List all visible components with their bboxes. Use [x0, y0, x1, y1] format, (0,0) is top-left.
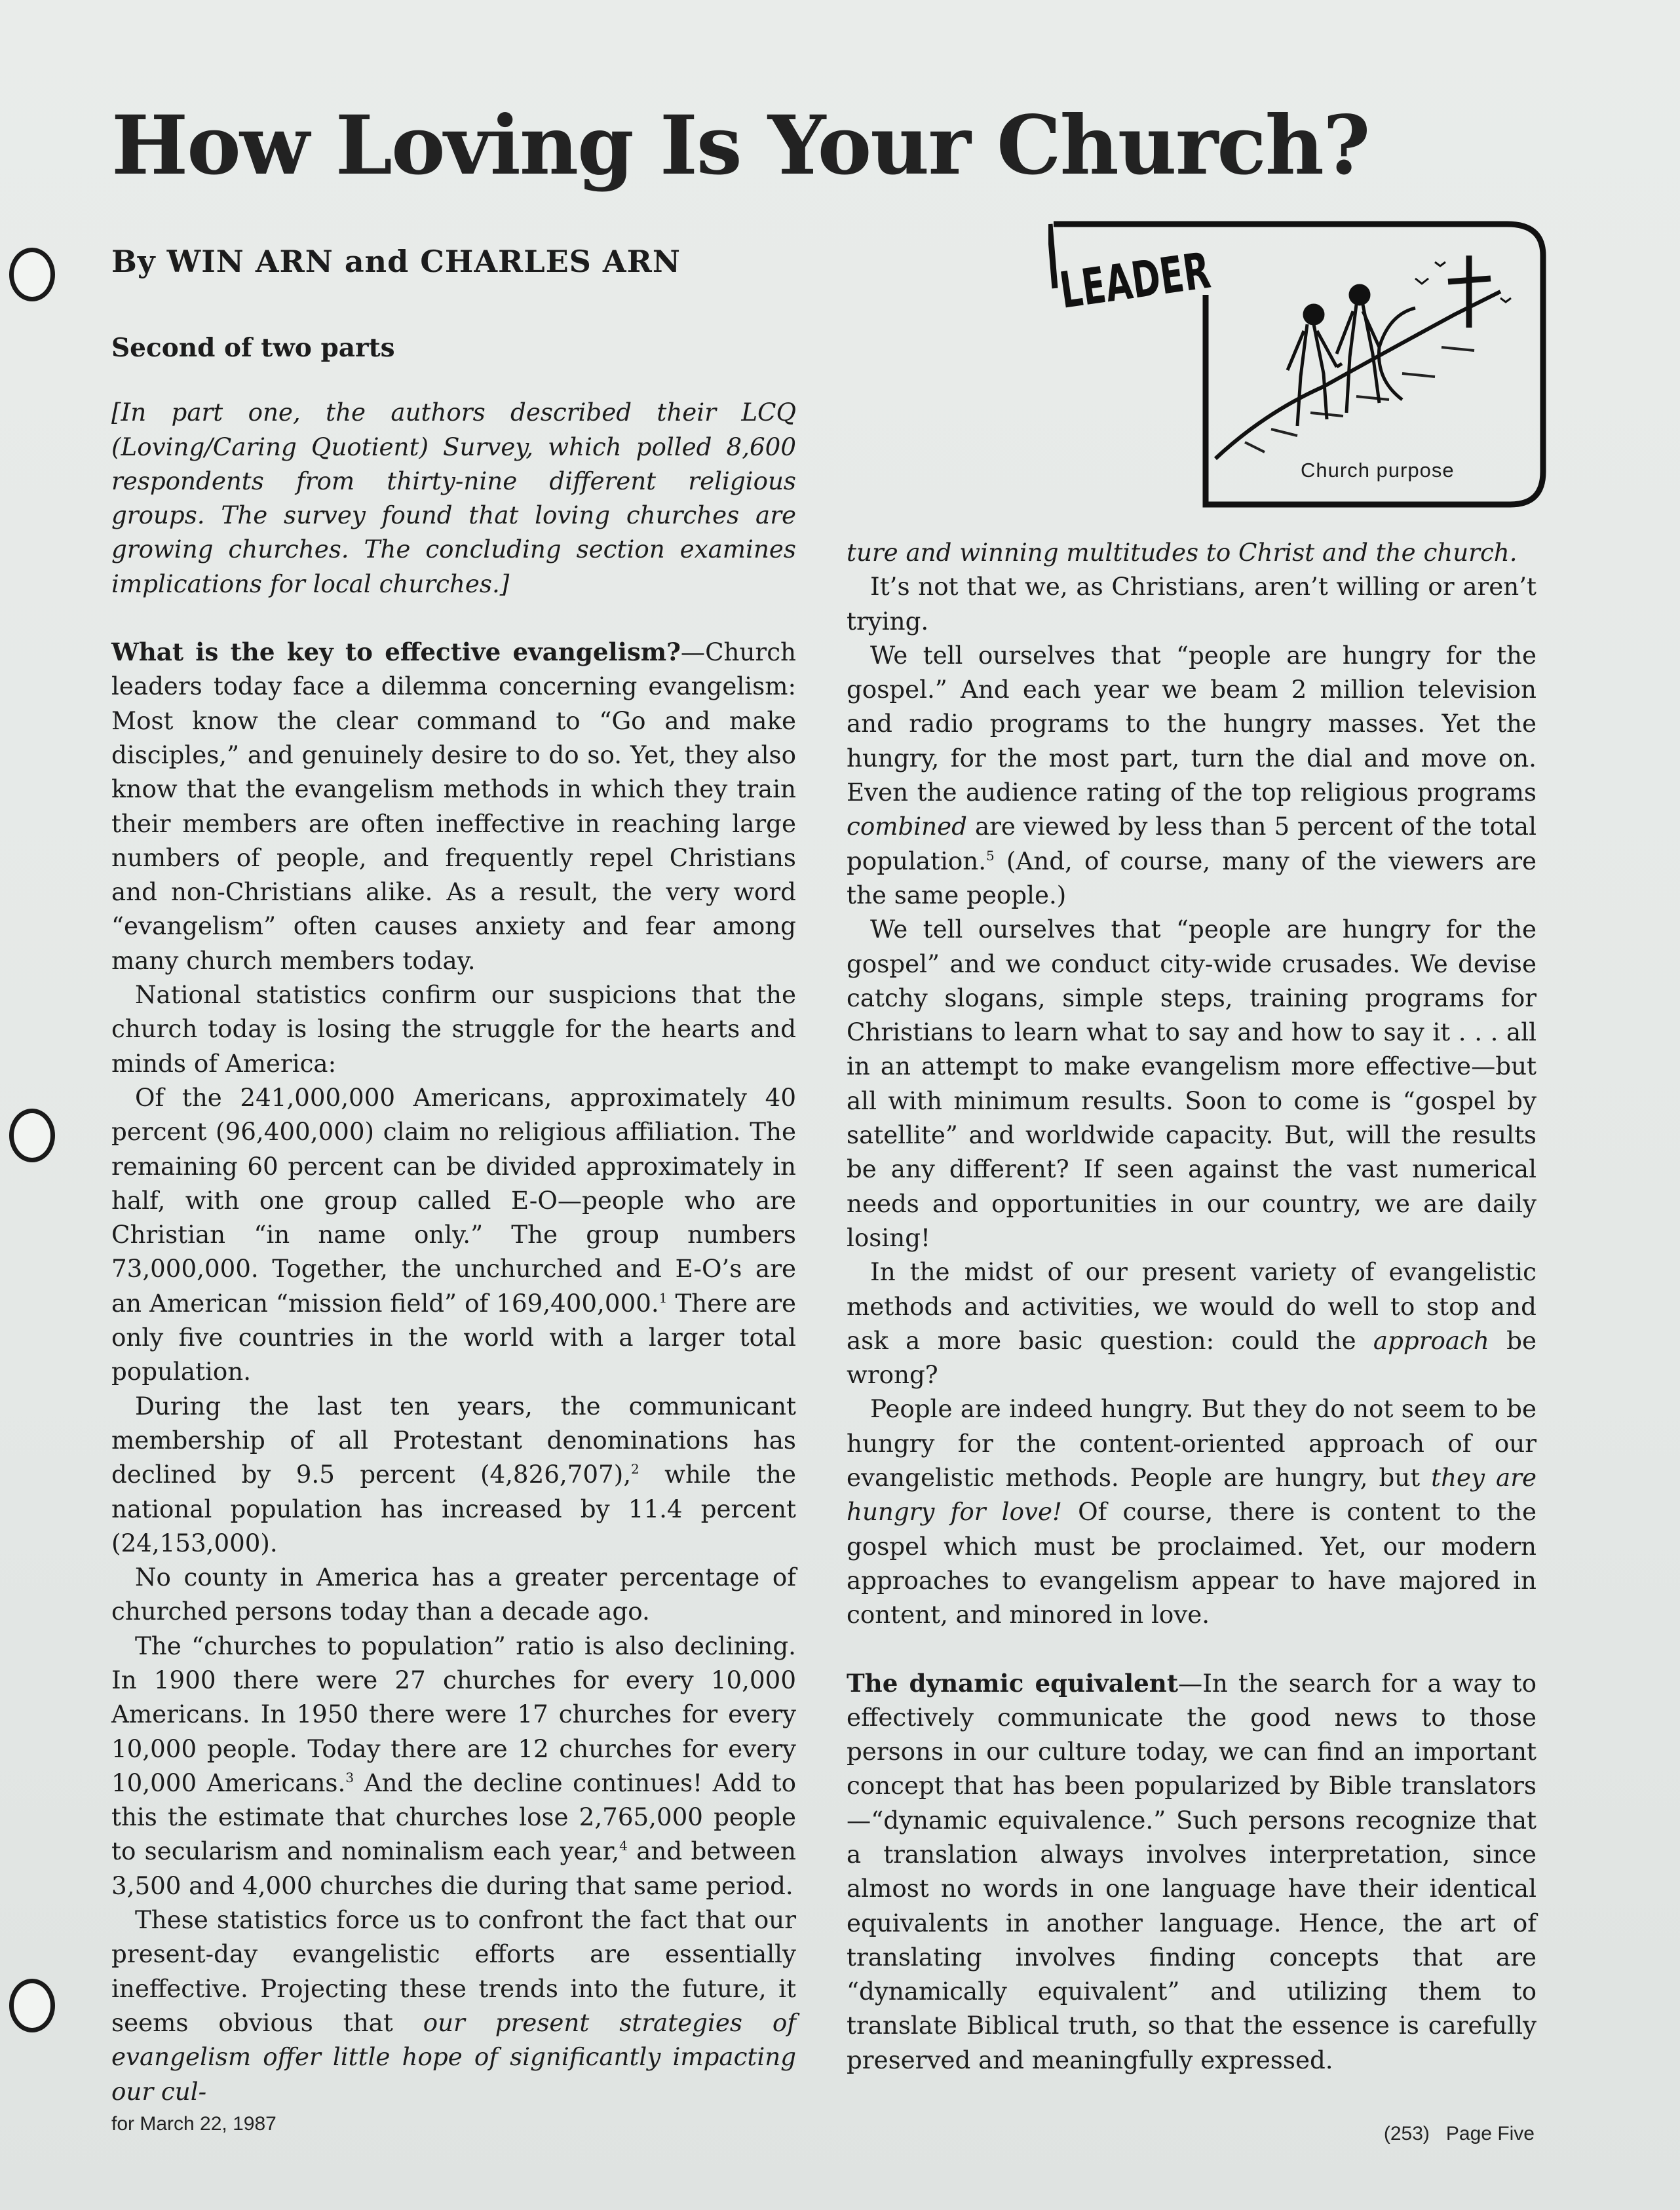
right-column: [847, 535, 1537, 2077]
right-paragraph-3: [847, 638, 1537, 912]
left-paragraph-4: [111, 1389, 796, 1560]
hill-hatching: [1245, 347, 1474, 452]
footnote-ref: 2: [631, 1461, 640, 1477]
paragraph-text: (And, of course, many of the viewers are the same people.): [847, 846, 1537, 909]
paragraph-text: and between 3,500 and 4,000 churches die during that same period.: [111, 1837, 797, 1900]
left-column: [111, 331, 796, 2108]
left-paragraph-5: No county in America has a greater percentage of churched persons today than a decade ago.: [111, 1563, 796, 1626]
logo-caption: Church purpose: [1301, 459, 1455, 482]
emphasis-text: they are hungry for love!: [847, 1463, 1537, 1527]
paragraph-text: Of course, there is content to the gospel which must be proclaimed. Yet, our modern approaches to evangelism appear to have majored in content, and minored in love.: [847, 1497, 1537, 1629]
paragraph-text: We tell ourselves that “people are hungry for the gospel.” And each year we beam 2 million television and radio programs to the hungry masses. Yet the hungry, for the most part, turn the dial and move on. Even the audience rating of the top religious programs: [847, 640, 1537, 807]
emphasis-text: approach: [1373, 1325, 1489, 1355]
paragraph-text: be wrong?: [847, 1325, 1537, 1390]
part-label: Second of two parts: [111, 333, 395, 363]
footnote-ref: 1: [659, 1289, 668, 1306]
footnote-ref: 5: [986, 847, 995, 864]
paragraph-text: Of the 241,000,000 Americans, approximately 40 percent (96,400,000) claim no religious affiliation. The remaining 60 percent can be divided approximately in half, with one group called E-O—people who are Christian “in name only.” The group numbers 73,000,000. Together, the unchurched and E-O’s are an American “mission field” of 169,400,000.: [111, 1082, 796, 1318]
right-paragraph-7: [847, 1666, 1537, 2078]
emphasis-text: ture and winning multitudes to Christ and the church.: [847, 538, 1518, 567]
emphasis-text: combined: [847, 812, 967, 841]
paragraph-text: —Church leaders today face a dilemma concerning evangelism: Most know the clear command to “Go and make disciples,” and genuinely desire to do so. Yet, they also know that the evangelism methods in which they train their members are often ineffective in reaching large numbers of people, and frequently repel Christians and non-Christians alike. As a result, the very word “evangelism” often causes anxiety and fear among many church members today.: [111, 638, 796, 975]
article-title: How Loving Is Your Church?: [111, 98, 1369, 193]
paragraph-text: During the last ten years, the communicant membership of all Protestant denominations has declined by 9.5 percent (4,826,707),: [111, 1391, 796, 1489]
binder-hole-bottom: [9, 1979, 55, 2032]
emphasis-text: our present strategies of evangelism offer little hope of significantly impacting our cul-: [111, 2008, 796, 2106]
paragraph-text: These statistics force us to confront the fact that our present-day evangelistic efforts are essentially ineffective. Projecting these trends into the future, it seems obvious that: [111, 1905, 796, 2037]
right-paragraph-1: [847, 535, 1537, 569]
paragraph-text: The “churches to population” ratio is also declining. In 1900 there were 27 churches for every 10,000 Americans. In 1950 there were 17 churches for every 10,000 people. Today there are 12 churches for every 10,000 Americans.: [111, 1631, 796, 1797]
left-paragraph-2: National statistics confirm our suspicions that the church today is losing the struggle for the hearts and minds of America:: [111, 980, 796, 1078]
right-paragraph-4: We tell ourselves that “people are hungry for the gospel” and we conduct city-wide crusades. We devise catchy slogans, simple steps, training programs for Christians to learn what to say and how to say it . . . all in an attempt to make evangelism more effective—but all with minimum results. Soon to come is “gospel by satellite” and worldwide capacity. But, will the results be any different? If seen against the vast numerical needs and opportunities in our country, we are daily losing!: [847, 915, 1537, 1252]
footnote-ref: 4: [619, 1838, 628, 1854]
hill-line: [1215, 292, 1500, 459]
paragraph-text: People are indeed hungry. But they do not seem to be hungry for the content-oriented approach of our evangelistic methods. People are hungry, but: [847, 1394, 1537, 1493]
left-paragraph-1: [111, 635, 796, 978]
section-heading-evangelism: What is the key to effective evangelism?: [111, 638, 681, 667]
left-paragraph-6: [111, 1629, 796, 1903]
right-paragraph-5: [847, 1255, 1537, 1392]
walking-figures: [1288, 286, 1379, 426]
paragraph-text: are viewed by less than 5 percent of the total population.: [847, 812, 1537, 875]
footnote-ref: 3: [345, 1769, 354, 1785]
binder-hole-top: [9, 248, 55, 301]
left-paragraph-7: [111, 1903, 796, 2108]
paragraph-text: while the national population has increased by 11.4 percent (24,153,000).: [111, 1460, 796, 1557]
intro-note: [In part one, the authors described their LCQ (Loving/Caring Quotient) Survey, which polled 8,600 respondents from thirty-nine different religious groups. The survey found that loving churches are growing churches. The concluding section examines implications for local churches.]: [111, 398, 796, 598]
paragraph-text: And the decline continues! Add to this the estimate that churches lose 2,765,000 people to secularism and nominalism each year,: [111, 1768, 797, 1866]
left-paragraph-3: [111, 1080, 796, 1389]
logo-word: LEADER: [1056, 231, 1280, 320]
right-paragraph-2: It’s not that we, as Christians, aren’t willing or aren’t trying.: [847, 572, 1537, 636]
right-paragraph-6: [847, 1392, 1537, 1631]
paragraph-text: In the midst of our present variety of evangelistic methods and activities, we would do well to stop and ask a more basic question: could the: [847, 1257, 1537, 1355]
paragraph-text: —In the search for a way to effectively communicate the good news to those persons in our culture today, we can find an important concept that has been popularized by Bible translators—“dynamic equivalence.” Such persons recognize that a translation always involves interpretation, since almost no words in one language have their identical equivalents in another language. Hence, the art of translating involves finding concepts that are “dynamically equivalent” and utilizing them to translate Biblical truth, so that the essence is carefully preserved and meaningfully expressed.: [847, 1668, 1537, 2074]
byline: By WIN ARN and CHARLES ARN: [111, 244, 681, 279]
frame-left-stroke: [1050, 224, 1055, 288]
footer-page-number: (253) Page Five: [1383, 2123, 1535, 2144]
paragraph-text: There are only five countries in the world with a larger total population.: [111, 1288, 796, 1386]
footer-date: for March 22, 1987: [111, 2113, 277, 2135]
section-heading-dynamic-equivalent: The dynamic equivalent: [847, 1668, 1179, 1698]
binder-hole-middle: [9, 1109, 55, 1162]
